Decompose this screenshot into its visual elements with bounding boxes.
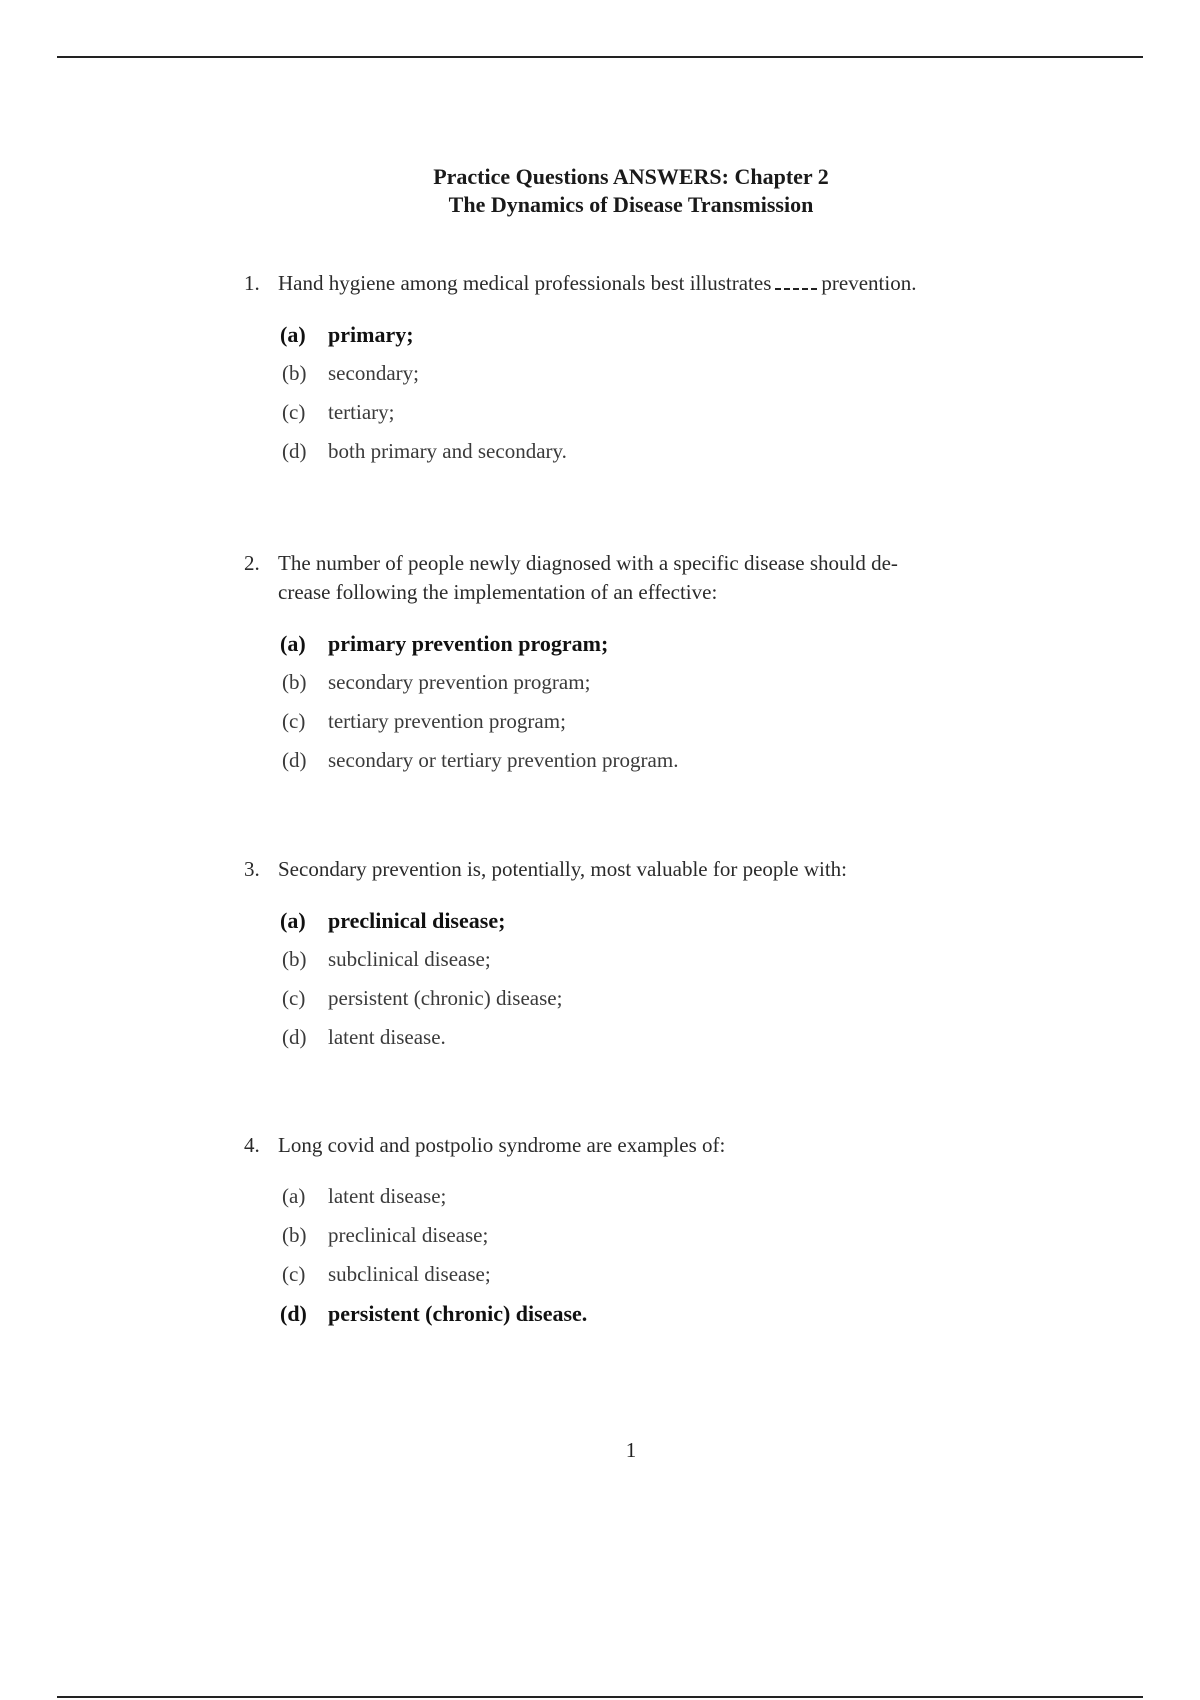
option-letter: (d) bbox=[282, 1025, 307, 1049]
option-letter: (a) bbox=[280, 631, 306, 656]
question-number: 2. bbox=[244, 551, 260, 575]
option-b bbox=[244, 354, 1044, 393]
option-a bbox=[244, 1177, 1044, 1216]
question-stem bbox=[244, 549, 1044, 607]
option-letter: (d) bbox=[282, 439, 307, 463]
question-text: Secondary prevention is, potentially, most valuable for people with: bbox=[278, 857, 847, 881]
option-d-correct bbox=[244, 1294, 1044, 1333]
question-number: 4. bbox=[244, 1133, 260, 1157]
option-text: subclinical disease; bbox=[328, 947, 491, 971]
question-stem bbox=[244, 1131, 1044, 1160]
option-c bbox=[244, 1255, 1044, 1294]
option-text: preclinical disease; bbox=[328, 1223, 489, 1247]
question-3 bbox=[244, 855, 1044, 1057]
option-list bbox=[244, 1177, 1044, 1333]
question-text-after-blank: prevention. bbox=[821, 271, 917, 295]
question-1 bbox=[244, 269, 1044, 471]
option-letter: (b) bbox=[282, 670, 307, 694]
option-text: persistent (chronic) disease. bbox=[328, 1301, 588, 1326]
option-letter: (c) bbox=[282, 1262, 306, 1286]
option-c bbox=[244, 393, 1044, 432]
option-letter: (a) bbox=[280, 908, 306, 933]
question-stem bbox=[244, 269, 1044, 298]
option-b bbox=[244, 663, 1044, 702]
top-rule bbox=[57, 56, 1143, 58]
question-stem bbox=[244, 855, 1044, 884]
option-list bbox=[244, 901, 1044, 1057]
question-2 bbox=[244, 549, 1044, 780]
option-letter: (a) bbox=[282, 1184, 306, 1208]
option-list bbox=[244, 624, 1044, 780]
option-letter: (a) bbox=[280, 322, 306, 347]
option-text: primary prevention program; bbox=[328, 631, 609, 656]
option-text: preclinical disease; bbox=[328, 908, 506, 933]
option-c bbox=[244, 702, 1044, 741]
option-letter: (b) bbox=[282, 361, 307, 385]
option-a-correct bbox=[244, 315, 1044, 354]
document-title bbox=[0, 163, 1200, 219]
option-d bbox=[244, 741, 1044, 780]
option-text: secondary; bbox=[328, 361, 419, 385]
title-line-2: The Dynamics of Disease Transmission bbox=[448, 192, 814, 217]
question-text-line-1: The number of people newly diagnosed with a specific disease should de- bbox=[278, 551, 898, 575]
option-text: latent disease. bbox=[328, 1025, 446, 1049]
page-number: 1 bbox=[625, 1438, 637, 1462]
option-text: tertiary; bbox=[328, 400, 395, 424]
option-text: latent disease; bbox=[328, 1184, 447, 1208]
option-text: both primary and secondary. bbox=[328, 439, 567, 463]
bottom-rule bbox=[57, 1696, 1143, 1698]
title-line-1: Practice Questions ANSWERS: Chapter 2 bbox=[433, 164, 829, 189]
option-list bbox=[244, 315, 1044, 471]
option-text: primary; bbox=[328, 322, 414, 347]
option-letter: (d) bbox=[280, 1301, 307, 1326]
question-number: 1. bbox=[244, 271, 260, 295]
option-text: tertiary prevention program; bbox=[328, 709, 566, 733]
option-text: subclinical disease; bbox=[328, 1262, 491, 1286]
option-letter: (b) bbox=[282, 1223, 307, 1247]
question-4 bbox=[244, 1131, 1044, 1333]
option-c bbox=[244, 979, 1044, 1018]
option-text: persistent (chronic) disease; bbox=[328, 986, 563, 1010]
option-letter: (c) bbox=[282, 400, 306, 424]
option-text: secondary prevention program; bbox=[328, 670, 591, 694]
question-number: 3. bbox=[244, 857, 260, 881]
option-b bbox=[244, 940, 1044, 979]
option-b bbox=[244, 1216, 1044, 1255]
option-a-correct bbox=[244, 901, 1044, 940]
option-letter: (c) bbox=[282, 986, 306, 1010]
option-letter: (c) bbox=[282, 709, 306, 733]
answer-blank bbox=[775, 276, 817, 290]
option-a-correct bbox=[244, 624, 1044, 663]
question-text-before-blank: Hand hygiene among medical professionals best illustrates bbox=[278, 271, 772, 295]
question-text-line-2: crease following the implementation of an effective: bbox=[278, 580, 718, 604]
option-letter: (b) bbox=[282, 947, 307, 971]
option-text: secondary or tertiary prevention program. bbox=[328, 748, 679, 772]
option-d bbox=[244, 432, 1044, 471]
question-text: Long covid and postpolio syndrome are examples of: bbox=[278, 1133, 726, 1157]
option-d bbox=[244, 1018, 1044, 1057]
option-letter: (d) bbox=[282, 748, 307, 772]
